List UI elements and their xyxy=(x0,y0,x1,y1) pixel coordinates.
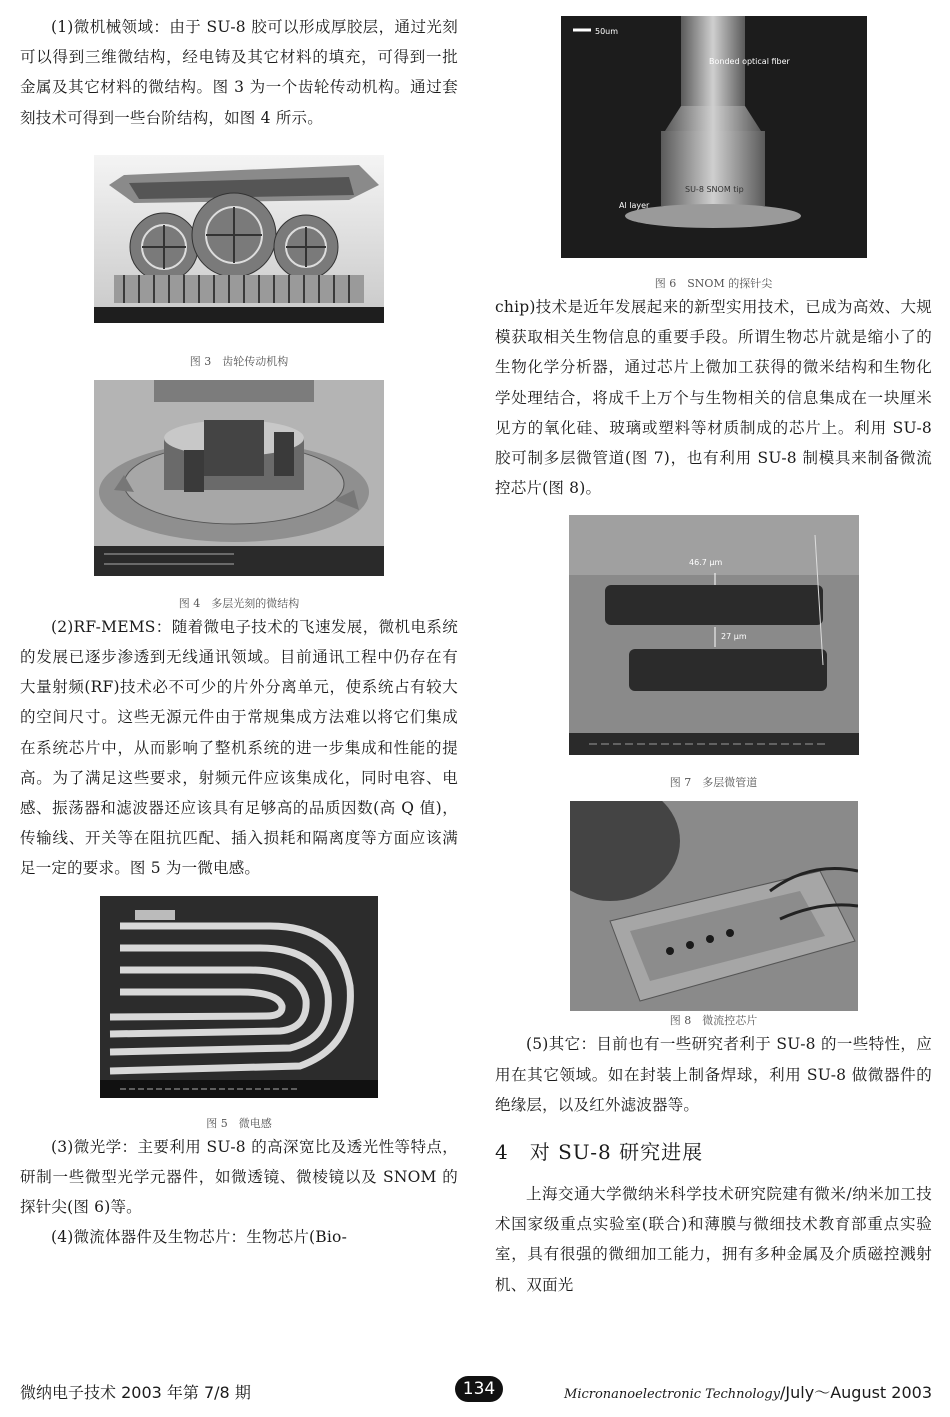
micro-inductor-image xyxy=(100,896,378,1098)
page-number: 134 xyxy=(455,1376,503,1402)
left-column xyxy=(20,12,458,1252)
paragraph-biochip: chip)技术是近年发展起来的新型实用技术，已成为高效、大规模获取相关生物信息的重要手段。所谓生物芯片就是缩小了的生物化学分析器，通过芯片上微加工获得的微米结构和生物化学处理结合，将成千上万个与生物相关的信息集成在一块厘米见方的氧化硅、玻璃或塑料等材质制成的芯片上。利用 SU-8 胶可制多层微管道(图 7)，也有利用 SU-8 制模具来制备微流控芯片(图 8)。 xyxy=(495,298,932,498)
figure-7-mid-dimension: 27 μm xyxy=(720,632,747,642)
paragraph-micro-optics: (3)微光学：主要利用 SU-8 的高深宽比及透光性等特点，研制一些微型光学元器件，如微透镜、微棱镜以及 SNOM 的探针尖(图 6)等。 xyxy=(20,1137,458,1217)
right-column xyxy=(495,12,932,1300)
footer-journal-en xyxy=(564,1380,932,1403)
figure-5-caption: 图 5 微电感 xyxy=(206,1116,272,1130)
gear-mechanism-image xyxy=(94,155,384,323)
paragraph-research-progress: 上海交通大学微纳米科学技术研究院建有微米/纳米加工技术国家级重点实验室(联合)和薄膜与微细技术教育部重点实验室，具有很强的微细加工能力，拥有多种金属及介质磁控溅射机、双面光 xyxy=(495,1185,932,1294)
figure-4-caption: 图 4 多层光刻的微结构 xyxy=(178,596,300,610)
figure-7-caption: 图 7 多层微管道 xyxy=(669,776,758,790)
paragraph-rf-mems: (2)RF-MEMS：随着微电子技术的飞速发展，微机电系统的发展已逐步渗透到无线通讯领域。目前通讯工程中仍存在有大量射频(RF)技术必不可少的片外分离单元，使系统占有较大的空间尺寸。这些无源元件由于常规集成方法难以将它们集成在系统芯片中，从而影响了整机系统的进一步集成和性能的提高。为了满足这些要求，射频元件应该集成化，同时电容、电感、振荡器和滤波器还应该具有足够高的品质因数(高 Q 值)，传输线、开关等在阻抗匹配、插入损耗和隔离度等方面应该满足一定的要求。图 5 为一微电感。 xyxy=(20,617,458,878)
figure-7-top-dimension: 46.7 μm xyxy=(688,558,722,568)
footer-journal-en-title: Micronanoelectronic Technology xyxy=(564,1387,781,1402)
figure-8-caption: 图 8 微流控芯片 xyxy=(669,1014,758,1028)
figure-6-al-label: Al layer xyxy=(618,201,649,210)
figure-4-multilayer-structure xyxy=(94,380,384,576)
multilayer-structure-image xyxy=(94,380,384,576)
figure-8-microfluidic-chip xyxy=(570,801,858,1011)
paragraph-other-applications: (5)其它：目前也有一些研究者利于 SU-8 的一些特性，应用在其它领域。如在封装上制备焊球，利用 SU-8 做微器件的绝缘层，以及红外滤波器等。 xyxy=(495,1035,932,1114)
multilayer-channel-image xyxy=(569,515,859,755)
figure-6-tip-label: SU-8 SNOM tip xyxy=(684,185,744,194)
paragraph-microelectromechanical: (1)微机械领域：由于 SU-8 胶可以形成厚胶层，通过光刻可以得到三维微结构，经电铸及其它材料的填充，可得到一批金属及其它材料的微结构。图 3 为一个齿轮传动机构。通过套刻技术可得到一些台阶结构，如图 4 所示。 xyxy=(20,18,458,127)
section-heading: 4 对 SU-8 研究进展 xyxy=(495,1140,704,1165)
figure-7-multilayer-channel xyxy=(569,515,859,755)
footer-journal-cn: 微纳电子技术 2003 年第 7/8 期 xyxy=(20,1383,251,1402)
figure-3-gear-mechanism xyxy=(94,155,384,323)
paragraph-microfluidics: (4)微流体器件及生物芯片：生物芯片(Bio- xyxy=(51,1228,348,1247)
figure-3-caption: 图 3 齿轮传动机构 xyxy=(189,354,289,368)
figure-5-micro-inductor xyxy=(100,896,378,1098)
page-footer xyxy=(20,1376,932,1406)
figure-6-snom-tip xyxy=(561,16,867,258)
figure-6-caption: 图 6 SNOM 的探针尖 xyxy=(654,277,773,290)
microfluidic-chip-image xyxy=(570,801,858,1011)
footer-issue-en: /July～August 2003 xyxy=(780,1383,932,1402)
figure-6-scale-label: 50um xyxy=(594,27,618,36)
figure-6-fiber-label: Bonded optical fiber xyxy=(708,57,790,66)
snom-tip-image xyxy=(561,16,867,258)
